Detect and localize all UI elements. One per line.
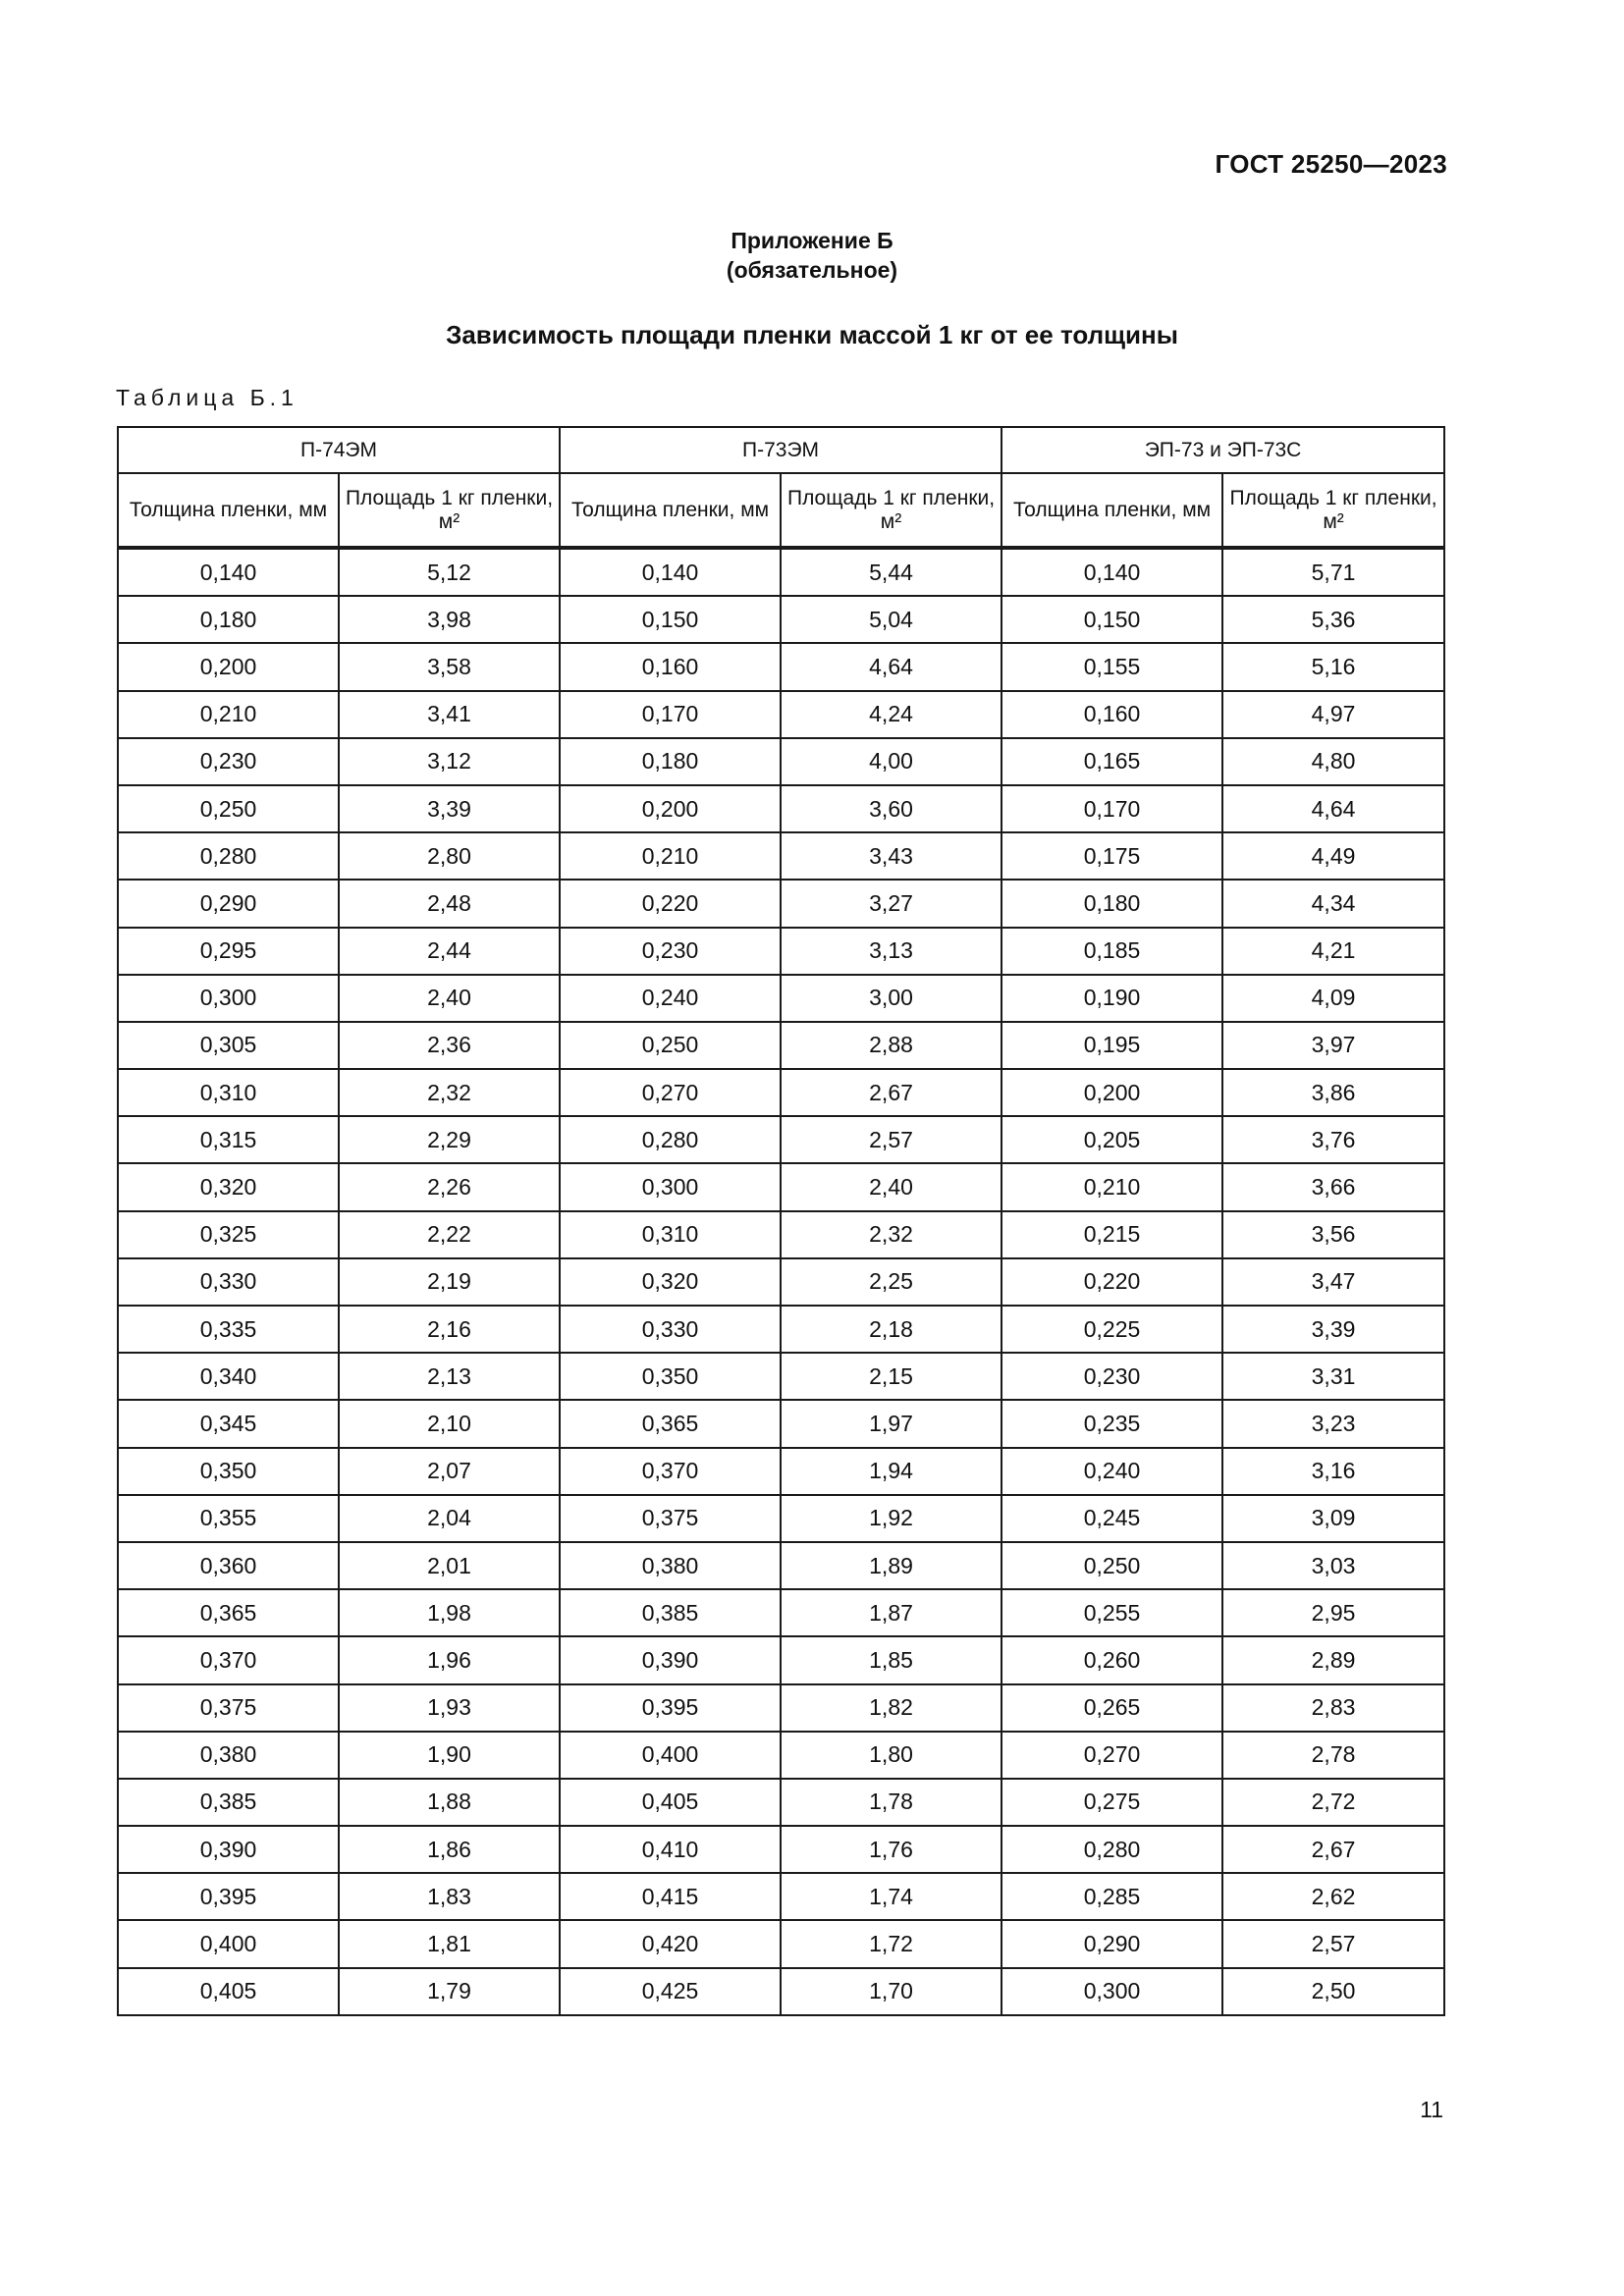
cell-ep73-area: 5,36	[1222, 596, 1444, 643]
cell-p73em-thickness: 0,415	[560, 1873, 781, 1920]
cell-ep73-area: 2,95	[1222, 1589, 1444, 1636]
cell-ep73-thickness: 0,155	[1001, 643, 1222, 690]
cell-ep73-thickness: 0,200	[1001, 1069, 1222, 1116]
cell-p74em-thickness: 0,295	[118, 928, 339, 975]
cell-p73em-thickness: 0,380	[560, 1542, 781, 1589]
cell-p74em-area: 2,01	[339, 1542, 560, 1589]
cell-ep73-thickness: 0,270	[1001, 1732, 1222, 1779]
cell-p74em-thickness: 0,365	[118, 1589, 339, 1636]
cell-p73em-thickness: 0,230	[560, 928, 781, 975]
table-row	[118, 928, 1444, 975]
cell-p73em-thickness: 0,405	[560, 1779, 781, 1826]
cell-p73em-thickness: 0,365	[560, 1400, 781, 1447]
cell-ep73-area: 3,31	[1222, 1353, 1444, 1400]
cell-p73em-thickness: 0,170	[560, 691, 781, 738]
cell-p73em-area: 3,27	[781, 880, 1001, 927]
cell-ep73-thickness: 0,195	[1001, 1022, 1222, 1069]
cell-p73em-area: 2,57	[781, 1116, 1001, 1163]
cell-p74em-thickness: 0,230	[118, 738, 339, 785]
cell-p73em-thickness: 0,425	[560, 1968, 781, 2015]
cell-p73em-area: 1,72	[781, 1920, 1001, 1967]
cell-p74em-area: 1,79	[339, 1968, 560, 2015]
cell-p74em-thickness: 0,375	[118, 1684, 339, 1732]
subheader-thickness: Толщина пленки, мм	[1001, 473, 1222, 548]
cell-ep73-area: 2,62	[1222, 1873, 1444, 1920]
cell-ep73-thickness: 0,170	[1001, 785, 1222, 832]
subheader-thickness: Толщина пленки, мм	[118, 473, 339, 548]
cell-ep73-thickness: 0,140	[1001, 548, 1222, 596]
appendix-heading	[0, 226, 1624, 285]
table-row	[118, 1116, 1444, 1163]
cell-p73em-thickness: 0,330	[560, 1306, 781, 1353]
cell-ep73-area: 2,78	[1222, 1732, 1444, 1779]
cell-p74em-area: 2,29	[339, 1116, 560, 1163]
cell-ep73-area: 2,50	[1222, 1968, 1444, 2015]
cell-ep73-area: 4,64	[1222, 785, 1444, 832]
cell-p73em-area: 3,00	[781, 975, 1001, 1022]
data-table	[117, 426, 1445, 2016]
cell-ep73-thickness: 0,280	[1001, 1826, 1222, 1873]
cell-p74em-area: 5,12	[339, 548, 560, 596]
cell-ep73-thickness: 0,185	[1001, 928, 1222, 975]
cell-p74em-thickness: 0,385	[118, 1779, 339, 1826]
cell-ep73-area: 3,76	[1222, 1116, 1444, 1163]
table-row	[118, 1732, 1444, 1779]
cell-p73em-thickness: 0,390	[560, 1636, 781, 1683]
cell-p73em-area: 4,00	[781, 738, 1001, 785]
cell-p73em-area: 4,64	[781, 643, 1001, 690]
cell-ep73-area: 3,66	[1222, 1163, 1444, 1210]
cell-p74em-area: 2,19	[339, 1258, 560, 1306]
cell-ep73-area: 3,23	[1222, 1400, 1444, 1447]
cell-p73em-area: 1,85	[781, 1636, 1001, 1683]
cell-p74em-thickness: 0,320	[118, 1163, 339, 1210]
cell-p74em-thickness: 0,200	[118, 643, 339, 690]
table-row	[118, 548, 1444, 596]
cell-ep73-area: 2,57	[1222, 1920, 1444, 1967]
cell-p73em-thickness: 0,210	[560, 832, 781, 880]
table-row	[118, 1684, 1444, 1732]
subheader-area: Площадь 1 кг пленки, м²	[781, 473, 1001, 548]
cell-ep73-area: 3,16	[1222, 1448, 1444, 1495]
cell-ep73-area: 3,03	[1222, 1542, 1444, 1589]
cell-p73em-area: 2,25	[781, 1258, 1001, 1306]
cell-p73em-area: 1,78	[781, 1779, 1001, 1826]
cell-p74em-thickness: 0,325	[118, 1211, 339, 1258]
cell-ep73-thickness: 0,260	[1001, 1636, 1222, 1683]
cell-ep73-thickness: 0,165	[1001, 738, 1222, 785]
cell-ep73-area: 3,86	[1222, 1069, 1444, 1116]
cell-p73em-area: 2,32	[781, 1211, 1001, 1258]
cell-ep73-thickness: 0,160	[1001, 691, 1222, 738]
cell-p74em-thickness: 0,395	[118, 1873, 339, 1920]
cell-p73em-area: 1,92	[781, 1495, 1001, 1542]
table-row	[118, 975, 1444, 1022]
cell-p74em-thickness: 0,310	[118, 1069, 339, 1116]
document-code: ГОСТ 25250—2023	[1215, 149, 1447, 179]
cell-p73em-area: 1,70	[781, 1968, 1001, 2015]
cell-p74em-area: 1,83	[339, 1873, 560, 1920]
cell-ep73-thickness: 0,235	[1001, 1400, 1222, 1447]
cell-p74em-thickness: 0,335	[118, 1306, 339, 1353]
cell-ep73-thickness: 0,230	[1001, 1353, 1222, 1400]
cell-p74em-area: 1,81	[339, 1920, 560, 1967]
cell-p73em-area: 2,18	[781, 1306, 1001, 1353]
cell-p74em-thickness: 0,405	[118, 1968, 339, 2015]
cell-p73em-thickness: 0,240	[560, 975, 781, 1022]
cell-p73em-thickness: 0,160	[560, 643, 781, 690]
cell-p74em-thickness: 0,390	[118, 1826, 339, 1873]
cell-p73em-thickness: 0,180	[560, 738, 781, 785]
cell-ep73-area: 4,97	[1222, 691, 1444, 738]
cell-ep73-area: 3,97	[1222, 1022, 1444, 1069]
cell-ep73-thickness: 0,300	[1001, 1968, 1222, 2015]
cell-p73em-area: 5,04	[781, 596, 1001, 643]
cell-ep73-thickness: 0,285	[1001, 1873, 1222, 1920]
section-title: Зависимость площади пленки массой 1 кг от ее толщины	[446, 320, 1178, 349]
table-row	[118, 691, 1444, 738]
cell-p73em-thickness: 0,350	[560, 1353, 781, 1400]
table-body	[118, 548, 1444, 2015]
table-row	[118, 880, 1444, 927]
table-row	[118, 1495, 1444, 1542]
cell-p74em-area: 2,22	[339, 1211, 560, 1258]
cell-p74em-thickness: 0,210	[118, 691, 339, 738]
cell-p74em-area: 1,98	[339, 1589, 560, 1636]
cell-p74em-area: 3,98	[339, 596, 560, 643]
cell-p73em-area: 1,80	[781, 1732, 1001, 1779]
cell-ep73-area: 2,72	[1222, 1779, 1444, 1826]
cell-ep73-thickness: 0,255	[1001, 1589, 1222, 1636]
cell-p74em-area: 2,40	[339, 975, 560, 1022]
cell-p74em-thickness: 0,340	[118, 1353, 339, 1400]
cell-p73em-area: 3,43	[781, 832, 1001, 880]
cell-ep73-thickness: 0,180	[1001, 880, 1222, 927]
table-row	[118, 1779, 1444, 1826]
cell-p74em-area: 3,41	[339, 691, 560, 738]
table-row	[118, 1920, 1444, 1967]
cell-p73em-thickness: 0,395	[560, 1684, 781, 1732]
cell-ep73-thickness: 0,275	[1001, 1779, 1222, 1826]
cell-ep73-area: 2,67	[1222, 1826, 1444, 1873]
cell-p74em-thickness: 0,350	[118, 1448, 339, 1495]
table-row	[118, 1163, 1444, 1210]
cell-p74em-area: 1,88	[339, 1779, 560, 1826]
cell-p74em-thickness: 0,370	[118, 1636, 339, 1683]
cell-p73em-area: 3,13	[781, 928, 1001, 975]
cell-p74em-area: 2,44	[339, 928, 560, 975]
cell-p73em-thickness: 0,420	[560, 1920, 781, 1967]
cell-p74em-area: 2,07	[339, 1448, 560, 1495]
cell-p74em-area: 2,16	[339, 1306, 560, 1353]
cell-p74em-thickness: 0,300	[118, 975, 339, 1022]
cell-p73em-area: 1,97	[781, 1400, 1001, 1447]
cell-p74em-thickness: 0,140	[118, 548, 339, 596]
table-row	[118, 1258, 1444, 1306]
cell-p74em-thickness: 0,250	[118, 785, 339, 832]
cell-ep73-area: 2,89	[1222, 1636, 1444, 1683]
cell-p74em-thickness: 0,400	[118, 1920, 339, 1967]
cell-p74em-area: 3,58	[339, 643, 560, 690]
cell-p73em-thickness: 0,320	[560, 1258, 781, 1306]
cell-p73em-thickness: 0,200	[560, 785, 781, 832]
cell-p73em-thickness: 0,385	[560, 1589, 781, 1636]
table-row	[118, 1542, 1444, 1589]
table-row	[118, 1211, 1444, 1258]
cell-p73em-area: 1,82	[781, 1684, 1001, 1732]
cell-p73em-thickness: 0,410	[560, 1826, 781, 1873]
cell-p73em-area: 1,76	[781, 1826, 1001, 1873]
cell-p74em-thickness: 0,355	[118, 1495, 339, 1542]
table-caption: Таблица Б.1	[116, 385, 298, 410]
cell-ep73-area: 5,71	[1222, 548, 1444, 596]
cell-p73em-thickness: 0,280	[560, 1116, 781, 1163]
cell-ep73-area: 3,56	[1222, 1211, 1444, 1258]
cell-ep73-thickness: 0,175	[1001, 832, 1222, 880]
group-header-ep73: ЭП-73 и ЭП-73С	[1001, 427, 1444, 473]
cell-p73em-thickness: 0,375	[560, 1495, 781, 1542]
table-row	[118, 1069, 1444, 1116]
table-row	[118, 1636, 1444, 1683]
cell-ep73-area: 2,83	[1222, 1684, 1444, 1732]
cell-ep73-thickness: 0,190	[1001, 975, 1222, 1022]
cell-p73em-thickness: 0,150	[560, 596, 781, 643]
cell-p74em-area: 1,90	[339, 1732, 560, 1779]
cell-p74em-area: 2,10	[339, 1400, 560, 1447]
cell-p74em-area: 2,48	[339, 880, 560, 927]
cell-ep73-area: 4,34	[1222, 880, 1444, 927]
cell-p74em-thickness: 0,280	[118, 832, 339, 880]
table-row	[118, 596, 1444, 643]
cell-ep73-area: 4,49	[1222, 832, 1444, 880]
cell-p74em-area: 2,04	[339, 1495, 560, 1542]
cell-p74em-thickness: 0,345	[118, 1400, 339, 1447]
cell-p74em-area: 3,12	[339, 738, 560, 785]
cell-p74em-area: 2,36	[339, 1022, 560, 1069]
cell-p73em-thickness: 0,140	[560, 548, 781, 596]
cell-p74em-area: 2,13	[339, 1353, 560, 1400]
cell-p74em-thickness: 0,360	[118, 1542, 339, 1589]
group-header-p73em: П-73ЭМ	[560, 427, 1001, 473]
cell-ep73-thickness: 0,225	[1001, 1306, 1222, 1353]
cell-p74em-thickness: 0,380	[118, 1732, 339, 1779]
cell-ep73-thickness: 0,265	[1001, 1684, 1222, 1732]
table-row	[118, 1873, 1444, 1920]
cell-ep73-thickness: 0,210	[1001, 1163, 1222, 1210]
cell-p73em-area: 5,44	[781, 548, 1001, 596]
table-row	[118, 1353, 1444, 1400]
cell-p73em-thickness: 0,250	[560, 1022, 781, 1069]
cell-ep73-area: 4,80	[1222, 738, 1444, 785]
subheader-area: Площадь 1 кг пленки, м²	[1222, 473, 1444, 548]
cell-p74em-area: 1,86	[339, 1826, 560, 1873]
cell-p73em-thickness: 0,310	[560, 1211, 781, 1258]
cell-p73em-area: 1,87	[781, 1589, 1001, 1636]
cell-ep73-area: 3,39	[1222, 1306, 1444, 1353]
cell-p74em-area: 1,96	[339, 1636, 560, 1683]
cell-p73em-area: 1,89	[781, 1542, 1001, 1589]
page-number: 11	[1420, 2097, 1443, 2122]
table-row	[118, 1022, 1444, 1069]
table-row	[118, 1448, 1444, 1495]
cell-p74em-area: 2,26	[339, 1163, 560, 1210]
table-row	[118, 738, 1444, 785]
cell-ep73-area: 4,21	[1222, 928, 1444, 975]
table-row	[118, 1826, 1444, 1873]
cell-p73em-area: 1,74	[781, 1873, 1001, 1920]
cell-ep73-thickness: 0,215	[1001, 1211, 1222, 1258]
cell-p73em-thickness: 0,300	[560, 1163, 781, 1210]
cell-ep73-thickness: 0,250	[1001, 1542, 1222, 1589]
cell-p74em-thickness: 0,330	[118, 1258, 339, 1306]
cell-p74em-thickness: 0,180	[118, 596, 339, 643]
cell-ep73-thickness: 0,150	[1001, 596, 1222, 643]
cell-p73em-thickness: 0,400	[560, 1732, 781, 1779]
cell-ep73-area: 3,09	[1222, 1495, 1444, 1542]
cell-ep73-thickness: 0,240	[1001, 1448, 1222, 1495]
subheader-thickness: Толщина пленки, мм	[560, 473, 781, 548]
appendix-title: Приложение Б	[731, 228, 893, 253]
cell-p73em-area: 4,24	[781, 691, 1001, 738]
cell-p73em-area: 2,15	[781, 1353, 1001, 1400]
cell-ep73-thickness: 0,220	[1001, 1258, 1222, 1306]
cell-p73em-area: 2,67	[781, 1069, 1001, 1116]
cell-p74em-thickness: 0,305	[118, 1022, 339, 1069]
cell-p74em-area: 2,80	[339, 832, 560, 880]
table-row	[118, 1968, 1444, 2015]
cell-ep73-thickness: 0,205	[1001, 1116, 1222, 1163]
cell-p73em-thickness: 0,370	[560, 1448, 781, 1495]
cell-p73em-area: 2,88	[781, 1022, 1001, 1069]
table-subheader-row	[118, 473, 1444, 548]
cell-p73em-area: 2,40	[781, 1163, 1001, 1210]
cell-p73em-area: 3,60	[781, 785, 1001, 832]
table-row	[118, 643, 1444, 690]
cell-ep73-thickness: 0,290	[1001, 1920, 1222, 1967]
subheader-area: Площадь 1 кг пленки, м²	[339, 473, 560, 548]
cell-ep73-area: 3,47	[1222, 1258, 1444, 1306]
cell-p74em-area: 2,32	[339, 1069, 560, 1116]
cell-p73em-thickness: 0,270	[560, 1069, 781, 1116]
table-row	[118, 1589, 1444, 1636]
cell-p74em-thickness: 0,290	[118, 880, 339, 927]
table-row	[118, 832, 1444, 880]
cell-p74em-area: 1,93	[339, 1684, 560, 1732]
table-row	[118, 1400, 1444, 1447]
table-row	[118, 1306, 1444, 1353]
group-header-p74em: П-74ЭМ	[118, 427, 560, 473]
cell-p73em-area: 1,94	[781, 1448, 1001, 1495]
cell-ep73-thickness: 0,245	[1001, 1495, 1222, 1542]
table-row	[118, 785, 1444, 832]
cell-p74em-thickness: 0,315	[118, 1116, 339, 1163]
cell-p74em-area: 3,39	[339, 785, 560, 832]
table-group-header-row	[118, 427, 1444, 473]
appendix-status: (обязательное)	[726, 257, 898, 283]
cell-ep73-area: 4,09	[1222, 975, 1444, 1022]
cell-p73em-thickness: 0,220	[560, 880, 781, 927]
cell-ep73-area: 5,16	[1222, 643, 1444, 690]
